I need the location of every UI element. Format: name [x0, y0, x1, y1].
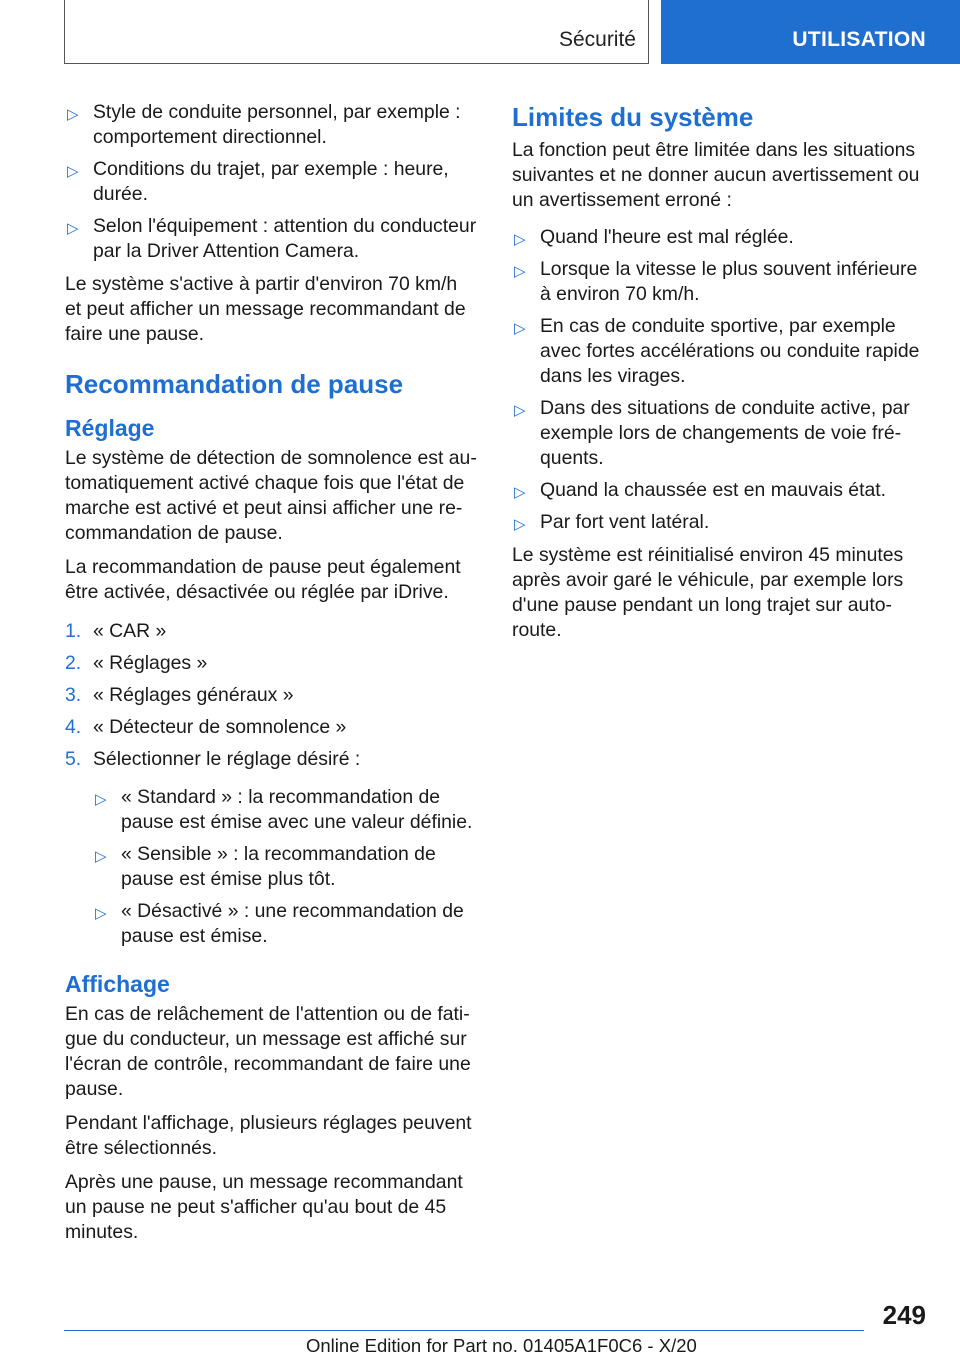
list-item: ▷ Conditions du trajet, par exemple : heure, durée.: [67, 158, 449, 205]
list-item: ▷ Par fort vent latéral.: [512, 510, 928, 535]
section-heading-pause: Recommandation de pause: [65, 369, 404, 399]
triangle-bullet-icon: ▷: [67, 220, 79, 237]
triangle-bullet-icon: ▷: [95, 848, 107, 865]
subheading-display: Affichage: [65, 971, 170, 997]
list-item: ▷ « Sensible » : la recommandation de pause est émise plus tôt.: [95, 843, 436, 890]
page-number: 249: [882, 1300, 926, 1330]
triangle-bullet-icon: ▷: [67, 106, 79, 123]
right-column: [512, 100, 928, 652]
limits-list: [512, 225, 928, 535]
display-paragraph: En cas de relâchement de l'attention ou de fatigue du conducteur, un message est affiché sur l'écran de contrôle, recommandant de faire une pause.: [65, 1003, 471, 1100]
header-chapter-tab: UTILISATION: [661, 0, 960, 64]
triangle-bullet-icon: ▷: [514, 320, 526, 337]
step-item: 5. Sélectionner le réglage désiré : ▷ « Standard » : la recommandation de pause est émise avec une valeur définie. ▷ « Sensible » : la recommandation de pause est émise plus tôt. ▷ « Désactivé » : une recommandation de pause est émise.: [65, 747, 477, 949]
list-item: ▷ Style de conduite personnel, par exemple : comportement directionnel.: [67, 101, 461, 148]
triangle-bullet-icon: ▷: [514, 402, 526, 419]
step-item: 4. « Détecteur de somnolence »: [65, 716, 347, 738]
triangle-bullet-icon: ▷: [514, 231, 526, 248]
triangle-bullet-icon: ▷: [67, 163, 79, 180]
left-column: [65, 100, 477, 1254]
setting-paragraph: La recommandation de pause peut également être activée, désactivée ou réglée par iDrive.: [65, 556, 461, 603]
factors-list: [65, 100, 477, 264]
subheading-setting: Réglage: [65, 415, 155, 441]
triangle-bullet-icon: ▷: [514, 484, 526, 501]
step-item: 1. « CAR »: [65, 620, 167, 642]
setting-paragraph: Le système de détection de somnolence est automatiquement activé chaque fois que l'état de marche est activé et peut ainsi afficher une recommandation de pause.: [65, 447, 477, 544]
reset-paragraph: Le système est réinitialisé environ 45 minutes après avoir garé le véhicule, par exemple lors d'une pause pendant un long trajet sur autoroute.: [512, 544, 904, 641]
list-item: ▷ Quand la chaussée est en mauvais état.: [512, 478, 928, 503]
list-item: ▷ « Désactivé » : une recommandation de pause est émise.: [95, 900, 464, 947]
list-item: ▷ En cas de conduite sportive, par exemple avec fortes accélérations ou conduite rapide dans les virages.: [514, 315, 920, 387]
triangle-bullet-icon: ▷: [95, 791, 107, 808]
display-paragraph: Pendant l'affichage, plusieurs réglages peuvent être sélectionnés.: [65, 1112, 472, 1159]
steps-list: [65, 619, 477, 949]
triangle-bullet-icon: ▷: [514, 516, 526, 533]
triangle-bullet-icon: ▷: [95, 905, 107, 922]
step-item: 2. « Réglages »: [65, 652, 208, 674]
step-item: 3. « Réglages généraux »: [65, 684, 294, 706]
header-section-title: Sécurité: [558, 28, 636, 51]
setting-options-list: [93, 785, 477, 949]
list-item: ▷ Dans des situations de conduite active, par exemple lors de changements de voie fréquents.: [514, 397, 910, 469]
list-item: ▷ Quand l'heure est mal réglée.: [512, 225, 928, 250]
footer-divider: [64, 1330, 864, 1331]
list-item: ▷ Lorsque la vitesse le plus souvent inférieure à environ 70 km/h.: [514, 258, 918, 305]
display-paragraph: Après une pause, un message recommandant un pause ne peut s'afficher qu'au bout de 45 minutes.: [65, 1171, 463, 1243]
footer-edition-text: Online Edition for Part no. 01405A1F0C6 - X/20: [306, 1335, 697, 1356]
list-item: ▷ « Standard » : la recommandation de pause est émise avec une valeur définie.: [95, 786, 473, 833]
triangle-bullet-icon: ▷: [514, 263, 526, 280]
list-item: ▷ Selon l'équipement : attention du conducteur par la Driver Attention Camera.: [67, 215, 477, 262]
section-heading-limits: Limites du système: [512, 102, 754, 132]
activation-paragraph: Le système s'active à partir d'environ 70 km/h et peut afficher un message recommandant de faire une pause.: [65, 273, 466, 345]
limits-intro-paragraph: La fonction peut être limitée dans les situations suivantes et ne donner aucun avertissement ou un avertissement erroné :: [512, 139, 920, 211]
